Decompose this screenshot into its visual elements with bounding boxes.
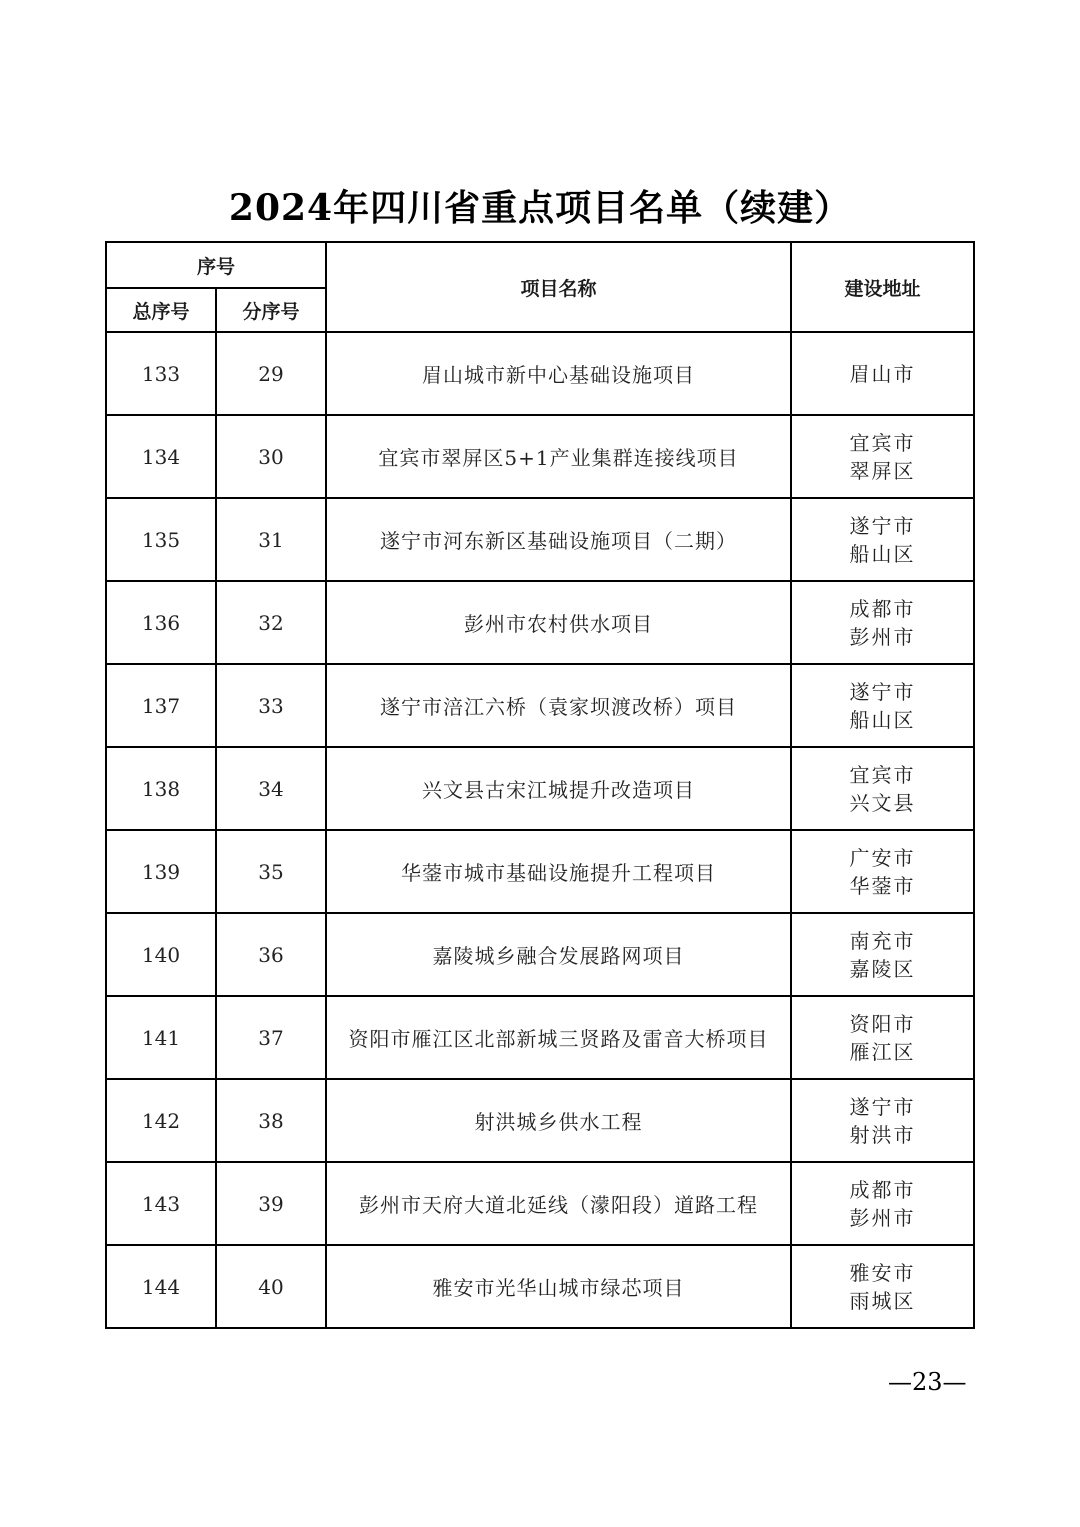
location-cell [791,830,974,913]
page-number: —23— [888,1368,967,1396]
project-name-cell: 华蓥市城市基础设施提升工程项目 [326,830,791,913]
location-district: 翠屏区 [849,458,916,483]
table-row [106,996,974,1079]
location-city: 广安市 [849,845,916,870]
location-cell [791,498,974,581]
location-district: 射洪市 [849,1122,916,1147]
location-cell [791,1162,974,1245]
table-row [106,1079,974,1162]
sub-seq-cell: 39 [216,1162,326,1245]
header-sub-seq: 分序号 [216,288,326,332]
table-row [106,415,974,498]
total-seq-cell: 134 [106,415,216,498]
table-row [106,332,974,415]
total-seq-cell: 143 [106,1162,216,1245]
project-name-cell: 眉山城市新中心基础设施项目 [326,332,791,415]
location-cell [791,913,974,996]
sub-seq-cell: 33 [216,664,326,747]
location-district: 嘉陵区 [849,956,916,981]
table-row [106,1245,974,1328]
location-cell [791,747,974,830]
total-seq-cell: 137 [106,664,216,747]
total-seq-cell: 136 [106,581,216,664]
table-row [106,664,974,747]
table-row [106,581,974,664]
total-seq-cell: 135 [106,498,216,581]
total-seq-cell: 139 [106,830,216,913]
project-name-cell: 遂宁市河东新区基础设施项目（二期） [326,498,791,581]
location-cell [791,1079,974,1162]
location-district: 彭州市 [849,624,916,649]
location-district: 华蓥市 [849,873,916,898]
project-name-cell: 彭州市农村供水项目 [326,581,791,664]
total-seq-cell: 138 [106,747,216,830]
table-row [106,913,974,996]
project-name-cell: 遂宁市涪江六桥（袁家坝渡改桥）项目 [326,664,791,747]
total-seq-cell: 144 [106,1245,216,1328]
sub-seq-cell: 29 [216,332,326,415]
location-city: 遂宁市 [849,679,916,704]
project-name-cell: 宜宾市翠屏区5+1产业集群连接线项目 [326,415,791,498]
location-cell [791,332,974,415]
location-district: 兴文县 [849,790,916,815]
page-title: 2024年四川省重点项目名单（续建） [228,187,852,229]
header-location: 建设地址 [791,242,974,332]
project-name-cell: 嘉陵城乡融合发展路网项目 [326,913,791,996]
location-city: 成都市 [849,596,916,621]
total-seq-cell: 142 [106,1079,216,1162]
project-name-cell: 射洪城乡供水工程 [326,1079,791,1162]
location-district: 船山区 [849,707,916,732]
location-city: 眉山市 [849,361,916,386]
location-cell [791,664,974,747]
location-district: 船山区 [849,541,916,566]
location-city: 宜宾市 [849,430,916,455]
header-seq-group: 序号 [106,242,326,288]
table-row [106,830,974,913]
sub-seq-cell: 30 [216,415,326,498]
project-name-cell: 雅安市光华山城市绿芯项目 [326,1245,791,1328]
header-total-seq: 总序号 [106,288,216,332]
location-cell [791,1245,974,1328]
location-district: 雁江区 [849,1039,916,1064]
location-cell [791,581,974,664]
table-row [106,747,974,830]
total-seq-cell: 141 [106,996,216,1079]
location-city: 雅安市 [849,1260,916,1285]
sub-seq-cell: 35 [216,830,326,913]
table-row [106,498,974,581]
sub-seq-cell: 36 [216,913,326,996]
location-cell [791,996,974,1079]
sub-seq-cell: 37 [216,996,326,1079]
location-city: 遂宁市 [849,1094,916,1119]
location-city: 宜宾市 [849,762,916,787]
location-city: 资阳市 [849,1011,916,1036]
location-city: 南充市 [849,928,916,953]
sub-seq-cell: 38 [216,1079,326,1162]
total-seq-cell: 133 [106,332,216,415]
project-name-cell: 资阳市雁江区北部新城三贤路及雷音大桥项目 [326,996,791,1079]
project-name-cell: 兴文县古宋江城提升改造项目 [326,747,791,830]
location-cell [791,415,974,498]
sub-seq-cell: 32 [216,581,326,664]
sub-seq-cell: 40 [216,1245,326,1328]
project-table [105,241,975,1329]
location-city: 成都市 [849,1177,916,1202]
location-district: 彭州市 [849,1205,916,1230]
sub-seq-cell: 34 [216,747,326,830]
project-name-cell: 彭州市天府大道北延线（濛阳段）道路工程 [326,1162,791,1245]
sub-seq-cell: 31 [216,498,326,581]
header-project-name: 项目名称 [326,242,791,332]
total-seq-cell: 140 [106,913,216,996]
table-row [106,1162,974,1245]
location-district: 雨城区 [849,1288,916,1313]
location-city: 遂宁市 [849,513,916,538]
